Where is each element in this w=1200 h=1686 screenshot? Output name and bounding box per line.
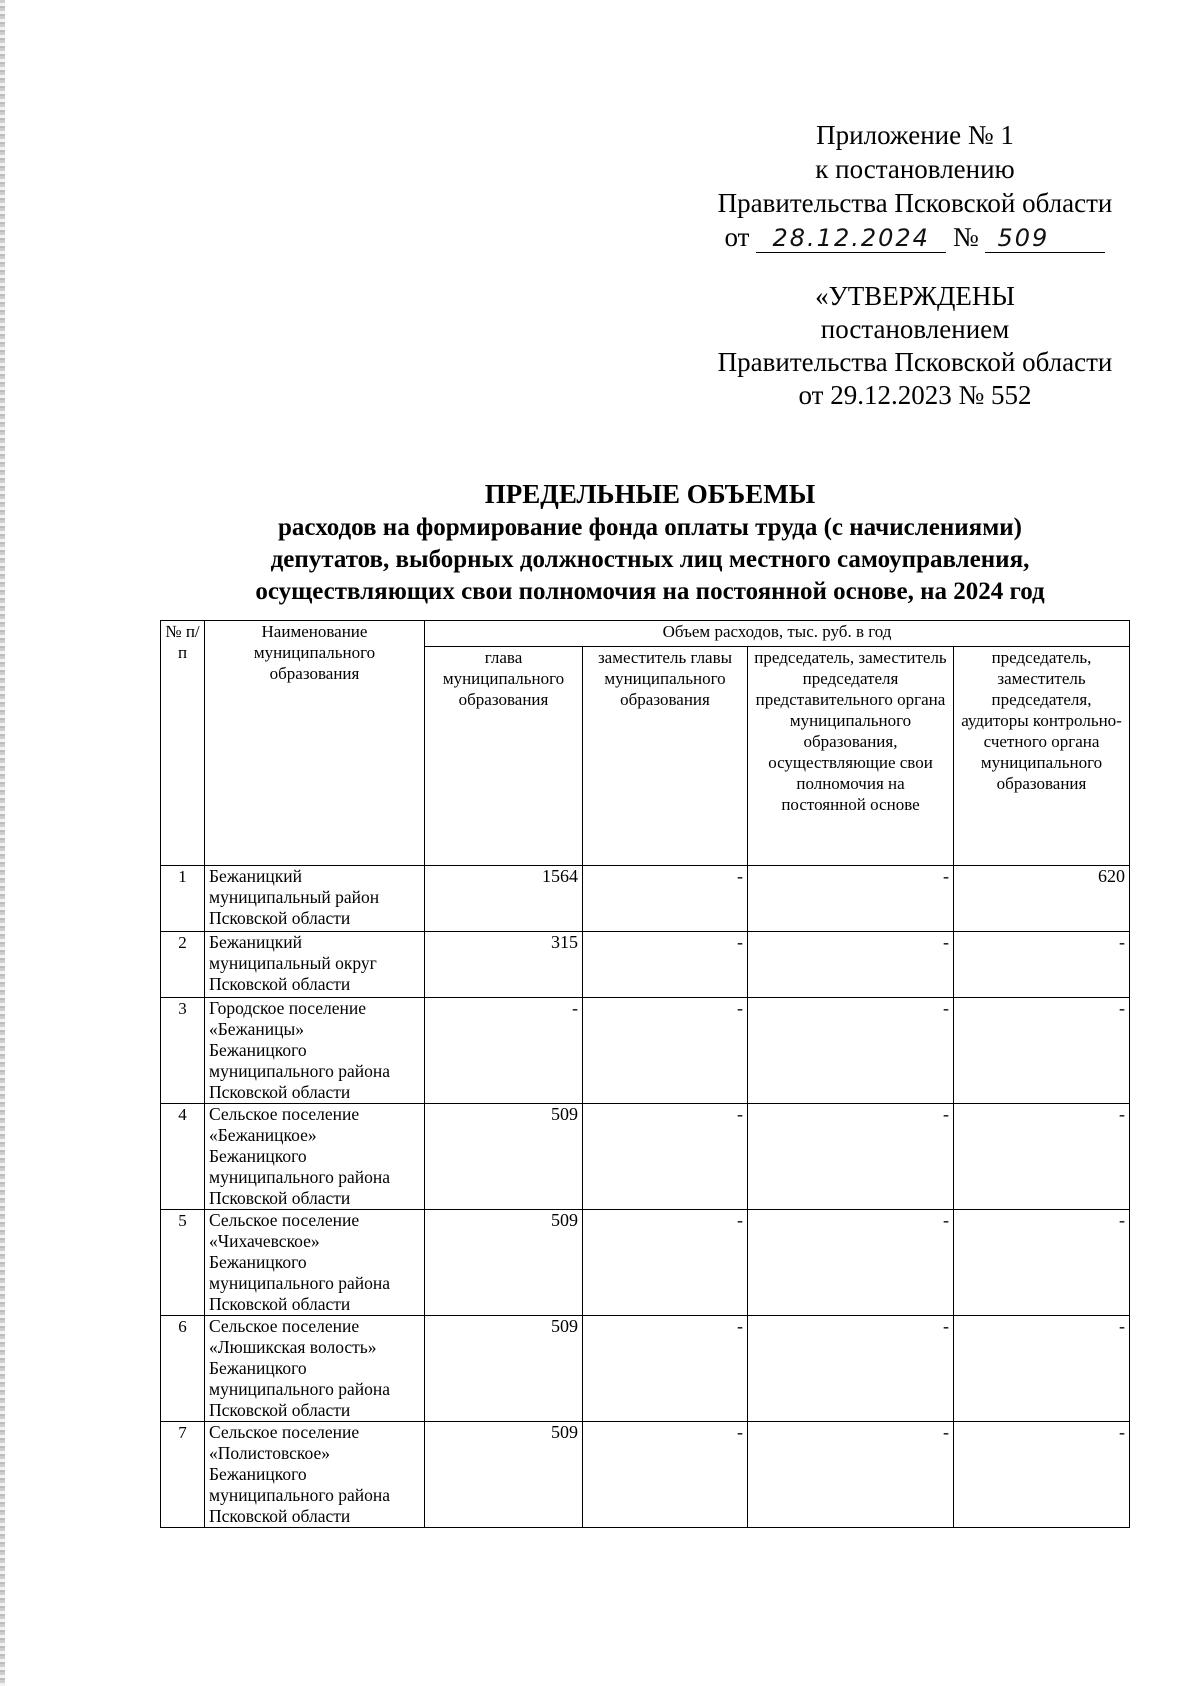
document-title: [150, 478, 1150, 608]
handwritten-number: 509: [985, 224, 1105, 253]
appendix-title: Приложение № 1: [816, 120, 1014, 150]
value-representative-body: -: [748, 1422, 954, 1528]
row-municipality-name: [205, 998, 425, 1104]
value-deputy-head: -: [583, 998, 748, 1104]
table-row: [161, 932, 1130, 998]
header-group: Объем расходов, тыс. руб. в год: [425, 621, 1130, 647]
name-line: Городское поселение: [209, 998, 367, 1018]
name-line: Бежаницкого: [209, 1252, 307, 1272]
value-representative-body: -: [748, 998, 954, 1104]
appendix-line-2: к постановлению: [815, 154, 1015, 184]
name-line: «Бежаницы»: [209, 1019, 305, 1039]
name-line: Псковской области: [209, 1506, 351, 1526]
value-deputy-head: -: [583, 866, 748, 932]
table-row: [161, 1316, 1130, 1422]
row-municipality-name: [205, 1422, 425, 1528]
name-line: муниципальный район: [209, 887, 380, 907]
name-line: муниципального района: [209, 1273, 391, 1293]
value-audit-body: -: [954, 1104, 1130, 1210]
table-row: [161, 998, 1130, 1104]
value-head: 509: [425, 1316, 583, 1422]
row-number: 6: [161, 1316, 205, 1422]
row-number: 5: [161, 1210, 205, 1316]
row-municipality-name: [205, 1104, 425, 1210]
table-row: [161, 1210, 1130, 1316]
name-line: Сельское поселение: [209, 1104, 360, 1124]
limits-table: [160, 620, 1130, 1528]
name-line: Бежаницкого: [209, 1040, 307, 1060]
approved-line-1: «УТВЕРЖДЕНЫ: [815, 281, 1015, 311]
value-audit-body: -: [954, 1316, 1130, 1422]
name-line: «Чихачевское»: [209, 1231, 320, 1251]
name-line: муниципального района: [209, 1061, 391, 1081]
header-col-b: заместитель главы муниципального образования: [583, 647, 748, 866]
name-line: муниципального района: [209, 1485, 391, 1505]
title-sub-3: осуществляющих свои полномочия на постоянной основе, на 2024 год: [255, 578, 1045, 605]
name-line: Бежаницкого: [209, 1358, 307, 1378]
value-audit-body: -: [954, 1210, 1130, 1316]
appendix-line-3: Правительства Псковской области: [717, 188, 1113, 218]
value-deputy-head: -: [583, 1210, 748, 1316]
value-audit-body: -: [954, 998, 1130, 1104]
value-representative-body: -: [748, 866, 954, 932]
value-head: -: [425, 998, 583, 1104]
number-prefix: №: [952, 222, 979, 252]
name-line: Псковской области: [209, 1188, 351, 1208]
row-number: 1: [161, 866, 205, 932]
name-line: Бежаницкий: [209, 932, 303, 952]
name-line: Псковской области: [209, 974, 351, 994]
appendix-block: [690, 118, 1140, 254]
name-line: «Полистовское»: [209, 1443, 330, 1463]
header-col-a: глава муниципального образования: [425, 647, 583, 866]
value-deputy-head: -: [583, 1316, 748, 1422]
value-deputy-head: -: [583, 1104, 748, 1210]
value-head: 509: [425, 1210, 583, 1316]
name-line: Псковской области: [209, 1294, 351, 1314]
approved-block: [690, 280, 1140, 412]
name-line: Сельское поселение: [209, 1422, 360, 1442]
value-head: 315: [425, 932, 583, 998]
title-sub-2: депутатов, выборных должностных лиц местного самоуправления,: [270, 546, 1030, 573]
name-line: муниципального района: [209, 1167, 391, 1187]
appendix-date-line: [690, 220, 1140, 254]
table-row: [161, 866, 1130, 932]
value-audit-body: 620: [954, 866, 1130, 932]
value-head: 509: [425, 1104, 583, 1210]
header-col-c: председатель, заместитель председателя представительного органа муниципального образования, осуществляющие свои полномочия на постоянной основе: [748, 647, 954, 866]
name-line: Бежаницкого: [209, 1464, 307, 1484]
value-representative-body: -: [748, 932, 954, 998]
row-number: 7: [161, 1422, 205, 1528]
name-line: Псковской области: [209, 1400, 351, 1420]
date-prefix: от: [724, 222, 750, 252]
row-number: 3: [161, 998, 205, 1104]
title-sub-1: расходов на формирование фонда оплаты труда (с начислениями): [278, 514, 1022, 541]
row-municipality-name: [205, 932, 425, 998]
value-audit-body: -: [954, 1422, 1130, 1528]
value-representative-body: -: [748, 1104, 954, 1210]
row-number: 4: [161, 1104, 205, 1210]
header-name: Наименование муниципального образования: [205, 621, 425, 866]
name-line: Сельское поселение: [209, 1210, 360, 1230]
approved-line-4: от 29.12.2023 № 552: [798, 380, 1032, 410]
title-main: ПРЕДЕЛЬНЫЕ ОБЪЕМЫ: [484, 479, 816, 509]
handwritten-date: 28.12.2024: [756, 224, 946, 253]
header-num: № п/п: [161, 621, 205, 866]
approved-line-2: постановлением: [820, 314, 1010, 344]
value-deputy-head: -: [583, 1422, 748, 1528]
name-line: Псковской области: [209, 1082, 351, 1102]
value-head: 509: [425, 1422, 583, 1528]
header-col-d: председатель, заместитель председателя, аудиторы контрольно-счетного органа муниципального образования: [954, 647, 1130, 866]
table-row: [161, 1104, 1130, 1210]
row-municipality-name: [205, 866, 425, 932]
name-line: муниципальный округ: [209, 953, 377, 973]
value-representative-body: -: [748, 1210, 954, 1316]
value-representative-body: -: [748, 1316, 954, 1422]
name-line: Бежаницкого: [209, 1146, 307, 1166]
value-deputy-head: -: [583, 932, 748, 998]
table-row: [161, 1422, 1130, 1528]
table-body: [161, 866, 1130, 1528]
approved-line-3: Правительства Псковской области: [717, 347, 1113, 377]
value-audit-body: -: [954, 932, 1130, 998]
row-municipality-name: [205, 1210, 425, 1316]
name-line: муниципального района: [209, 1379, 391, 1399]
name-line: «Люшикская волость»: [209, 1337, 377, 1357]
row-number: 2: [161, 932, 205, 998]
name-line: Бежаницкий: [209, 866, 303, 886]
scan-edge: [0, 0, 5, 1686]
name-line: Псковской области: [209, 908, 351, 928]
name-line: «Бежаницкое»: [209, 1125, 317, 1145]
name-line: Сельское поселение: [209, 1316, 360, 1336]
value-head: 1564: [425, 866, 583, 932]
row-municipality-name: [205, 1316, 425, 1422]
